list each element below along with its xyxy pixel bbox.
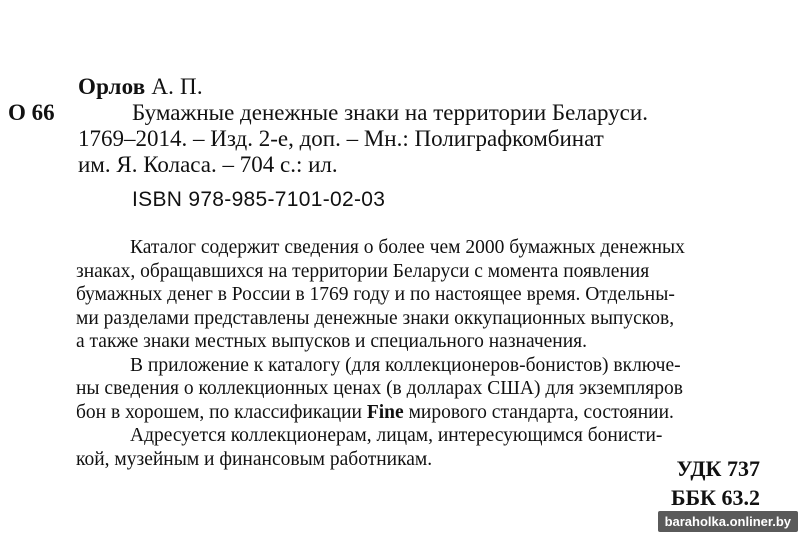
annotation-line: [76, 401, 768, 425]
annotation-line: кой, музейным и финансовым работникам.: [76, 448, 433, 470]
isbn-number: ISBN 978-985-7101-02-03: [132, 188, 386, 211]
annotation-line: Каталог содержит сведения о более чем 2000 бумажных денежных: [130, 237, 685, 258]
author-surname: Орлов: [78, 74, 146, 99]
annotation-line: Адресуется коллекционерам, лицам, интересующимся бонисти-: [130, 425, 663, 446]
annotation-line: бумажных денег в России в 1769 году и по настоящее время. Отдельны-: [76, 284, 675, 305]
annotation-line: ны сведения о коллекционных ценах (в долларах США) для экземпляров: [76, 378, 683, 399]
author-initials: А. П.: [151, 74, 203, 99]
annotation-line: В приложение к каталогу (для коллекционеров-бонистов) включе-: [130, 354, 681, 376]
annotation-line: знаках, обращавшихся на территории Беларуси с момента появления: [76, 260, 650, 282]
annotation-text: [76, 236, 768, 471]
annotation-line: ми разделами представлены денежные знаки оккупационных выпусков,: [76, 307, 675, 329]
annotation-fragment: мирового стандарта, состоянии.: [403, 401, 674, 423]
bbk-code: ББК 63.2: [670, 485, 760, 510]
site-watermark: baraholka.onliner.by: [658, 511, 798, 532]
author-name: [78, 74, 203, 100]
author-index-code: О 66: [8, 100, 55, 125]
bib-line-pages: им. Я. Коласа. – 704 с.: ил.: [78, 152, 338, 177]
annotation-fine-term: Fine: [366, 401, 404, 423]
classification-codes: [671, 454, 760, 512]
udk-code: УДК 737: [676, 456, 760, 481]
bibliographic-description: [78, 100, 648, 178]
bib-line-edition: 1769–2014. – Изд. 2-е, доп. – Мн.: Полиграфкомбинат: [78, 126, 604, 151]
annotation-line: а также знаки местных выпусков и специального назначения.: [76, 331, 588, 352]
bib-line-title: Бумажные денежные знаки на территории Беларуси.: [132, 100, 648, 125]
annotation-fragment: бон в хорошем, по классификации: [76, 401, 367, 423]
